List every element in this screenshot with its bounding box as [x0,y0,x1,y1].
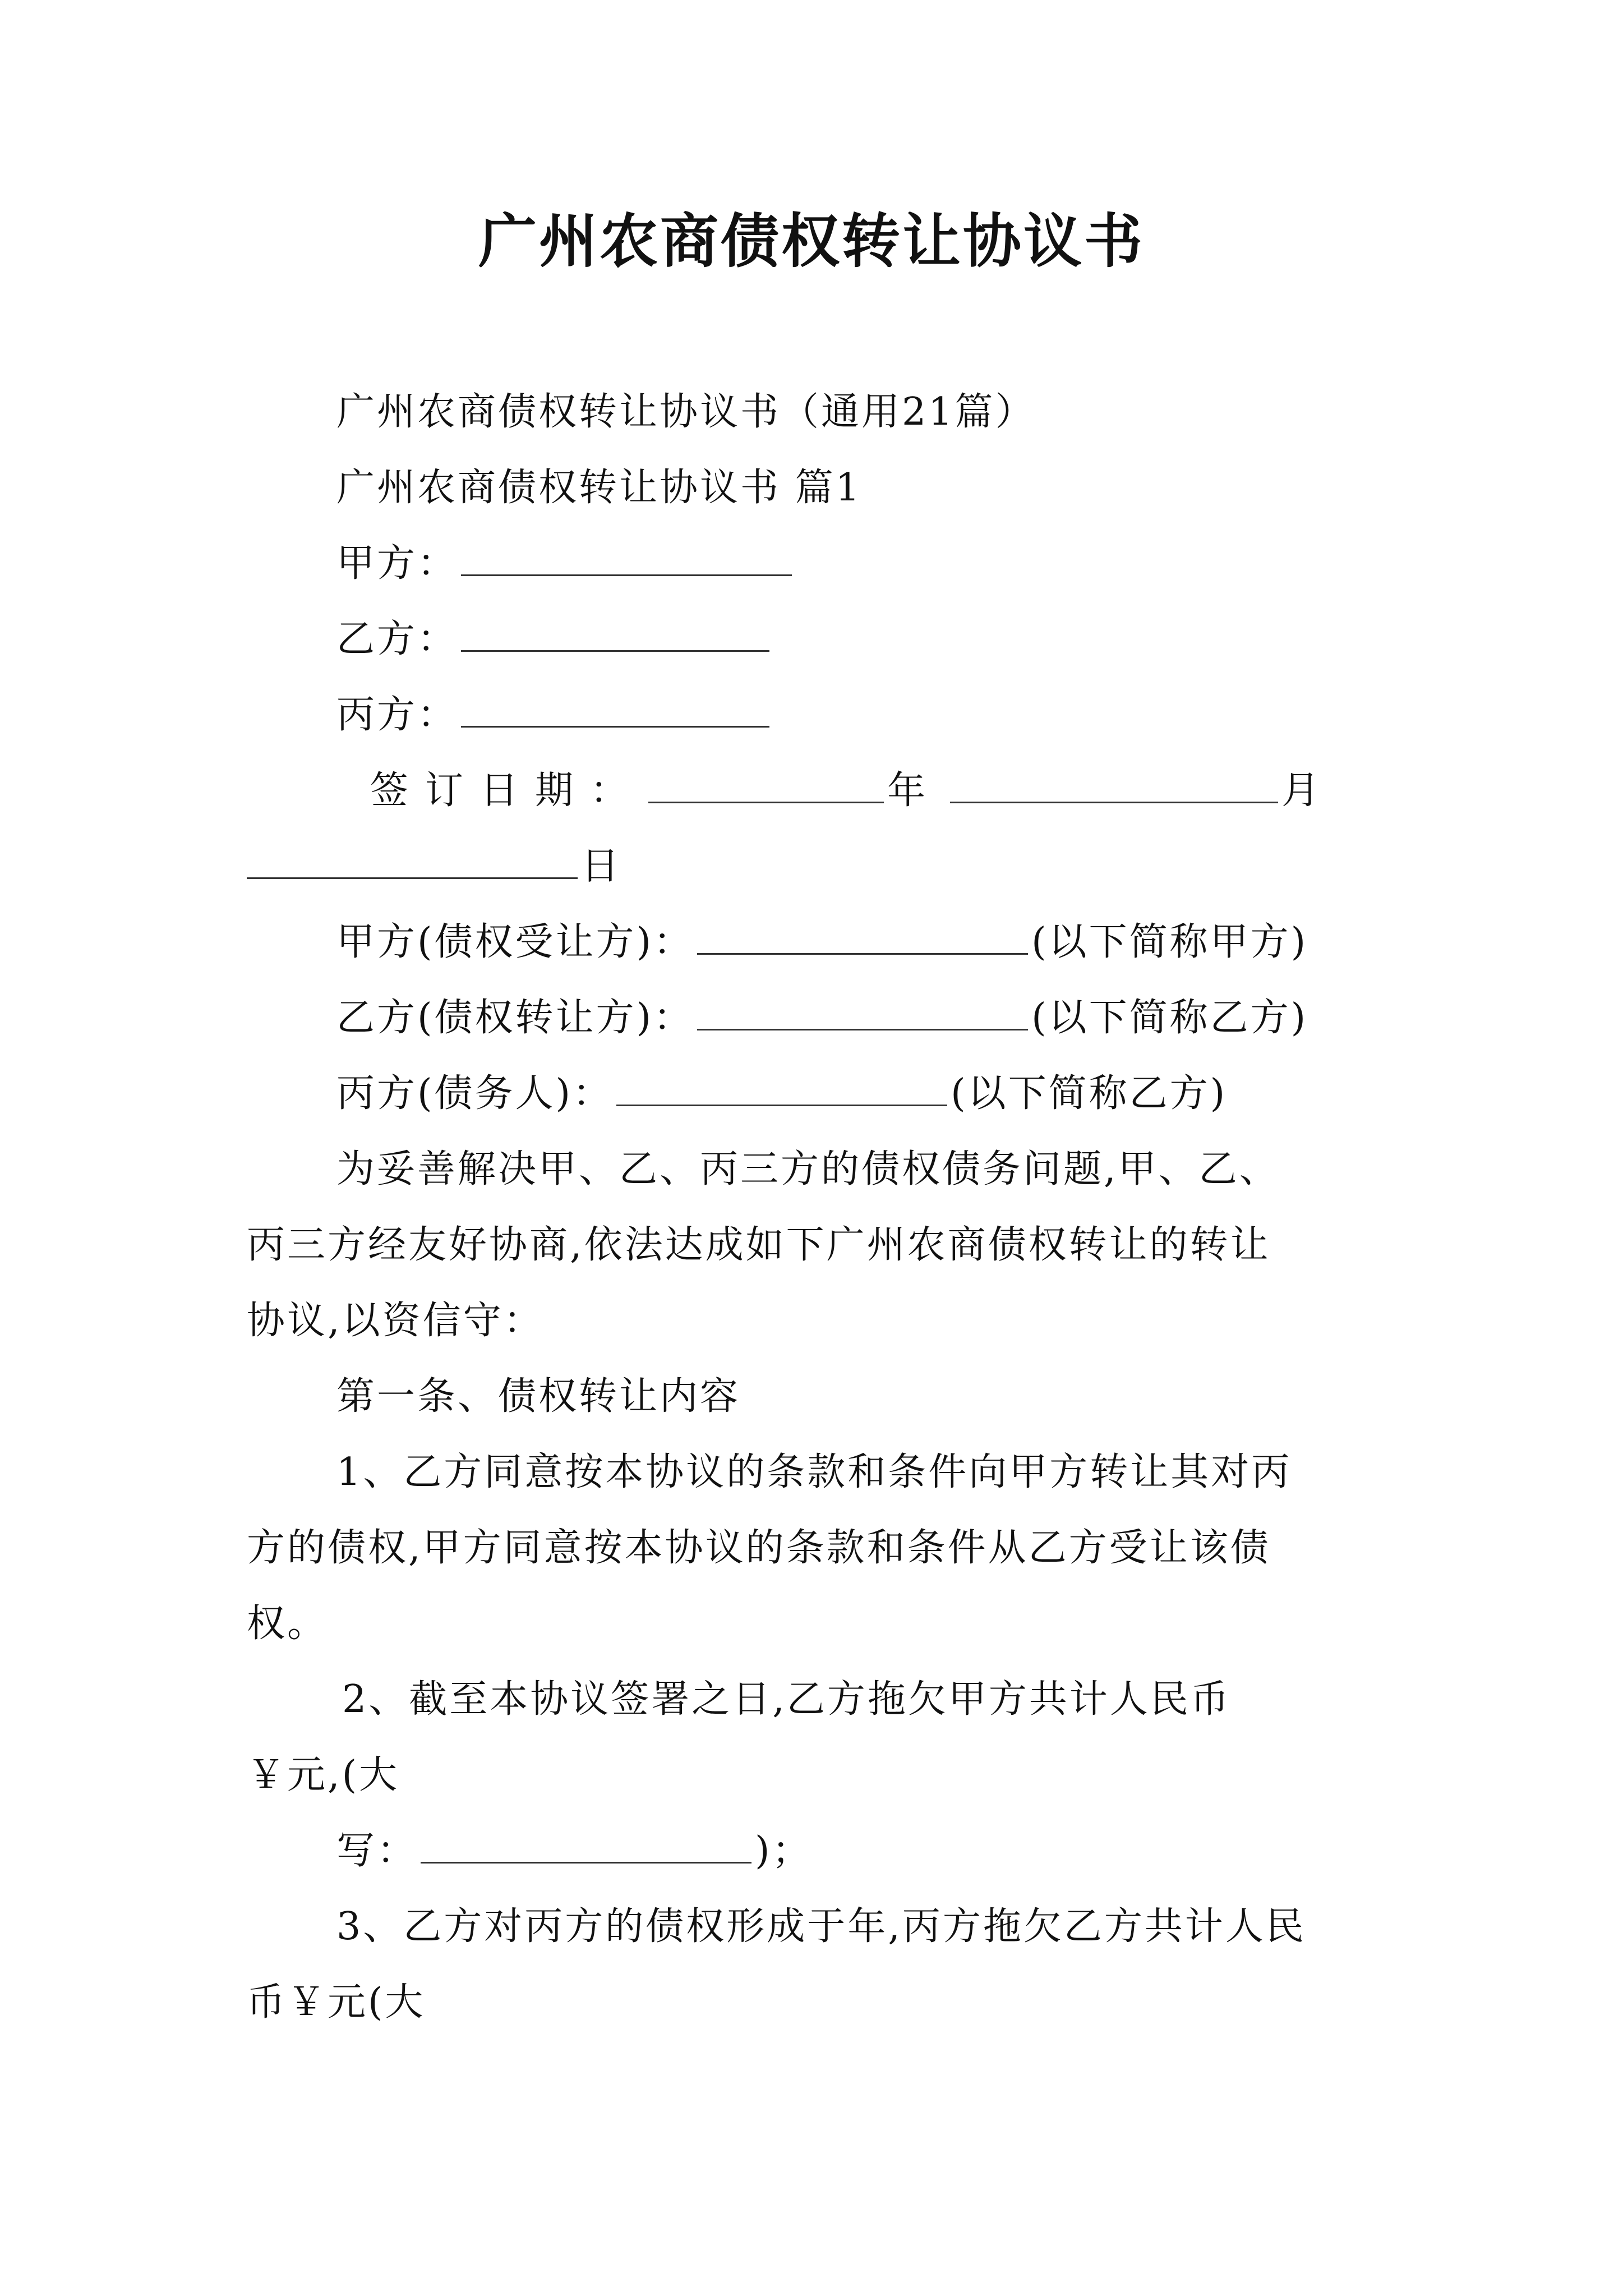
clause-2-line-2: ￥元,(大 [247,1753,400,1797]
creditor-a-note: (以下简称甲方) [1031,920,1308,964]
sign-date-label: 签订日期： [370,769,645,813]
intro-paragraph-line-3: 协议,以资信守： [247,1299,544,1343]
party-a-blank [461,540,792,576]
party-c-blank [461,691,769,728]
clause-2-write-label: 写： [336,1829,418,1873]
sign-date-day-line [247,839,621,895]
sign-date-line [370,763,1322,819]
creditor-a-label: 甲方(债权受让方)： [336,920,694,964]
debtor-c-note: (以下简称乙方) [951,1071,1228,1116]
debtor-c-label: 丙方(债务人)： [336,1071,614,1116]
creditor-b-note: (以下简称乙方) [1031,996,1308,1040]
clause-1-line-2: 方的债权,甲方同意按本协议的条款和条件从乙方受让该债 [247,1526,1271,1570]
creditor-b-blank [697,994,1028,1030]
document-title: 广州农商债权转让协议书 [478,206,1145,275]
subtitle: 广州农商债权转让协议书（通用21篇） [336,390,1036,434]
day-label: 日 [581,844,622,889]
month-label: 月 [1281,769,1322,813]
party-a-line [336,536,795,592]
party-c-line [336,687,773,743]
month-blank [950,767,1278,803]
debtor-c-blank [616,1070,947,1106]
party-a-label: 甲方： [336,541,458,586]
chapter-heading: 广州农商债权转让协议书 篇1 [336,466,862,510]
clause-2-line-1: 2、截至本协议签署之日,乙方拖欠甲方共计人民币 [342,1677,1231,1722]
clause-2-line-3 [336,1823,813,1879]
creditor-a-line [336,914,1308,970]
party-b-blank [461,615,769,652]
clause-1-line-1: 1、乙方同意按本协议的条款和条件向甲方转让其对丙 [336,1450,1292,1494]
year-label: 年 [887,769,928,813]
year-blank [648,767,884,803]
creditor-a-blank [697,918,1028,955]
party-c-label: 丙方： [336,693,458,737]
clause-3-line-1: 3、乙方对丙方的债权形成于年,丙方拖欠乙方共计人民 [336,1904,1306,1949]
clause-2-write-end: )； [755,1829,813,1873]
intro-paragraph-line-2: 丙三方经友好协商,依法达成如下广州农商债权转让的转让 [247,1223,1271,1267]
creditor-b-line [336,990,1308,1046]
clause-1-line-3: 权。 [247,1602,328,1646]
party-b-line [336,611,773,668]
debtor-c-line [336,1066,1227,1122]
clause-2-amount-blank [421,1827,751,1864]
creditor-b-label: 乙方(债权转让方)： [336,996,694,1040]
clause-3-line-2: 币￥元(大 [247,1980,426,2024]
article-1-heading: 第一条、债权转让内容 [336,1374,741,1419]
day-blank [247,843,578,879]
intro-paragraph-line-1: 为妥善解决甲、乙、丙三方的债权债务问题,甲、乙、 [336,1147,1280,1191]
party-b-label: 乙方： [336,617,458,661]
